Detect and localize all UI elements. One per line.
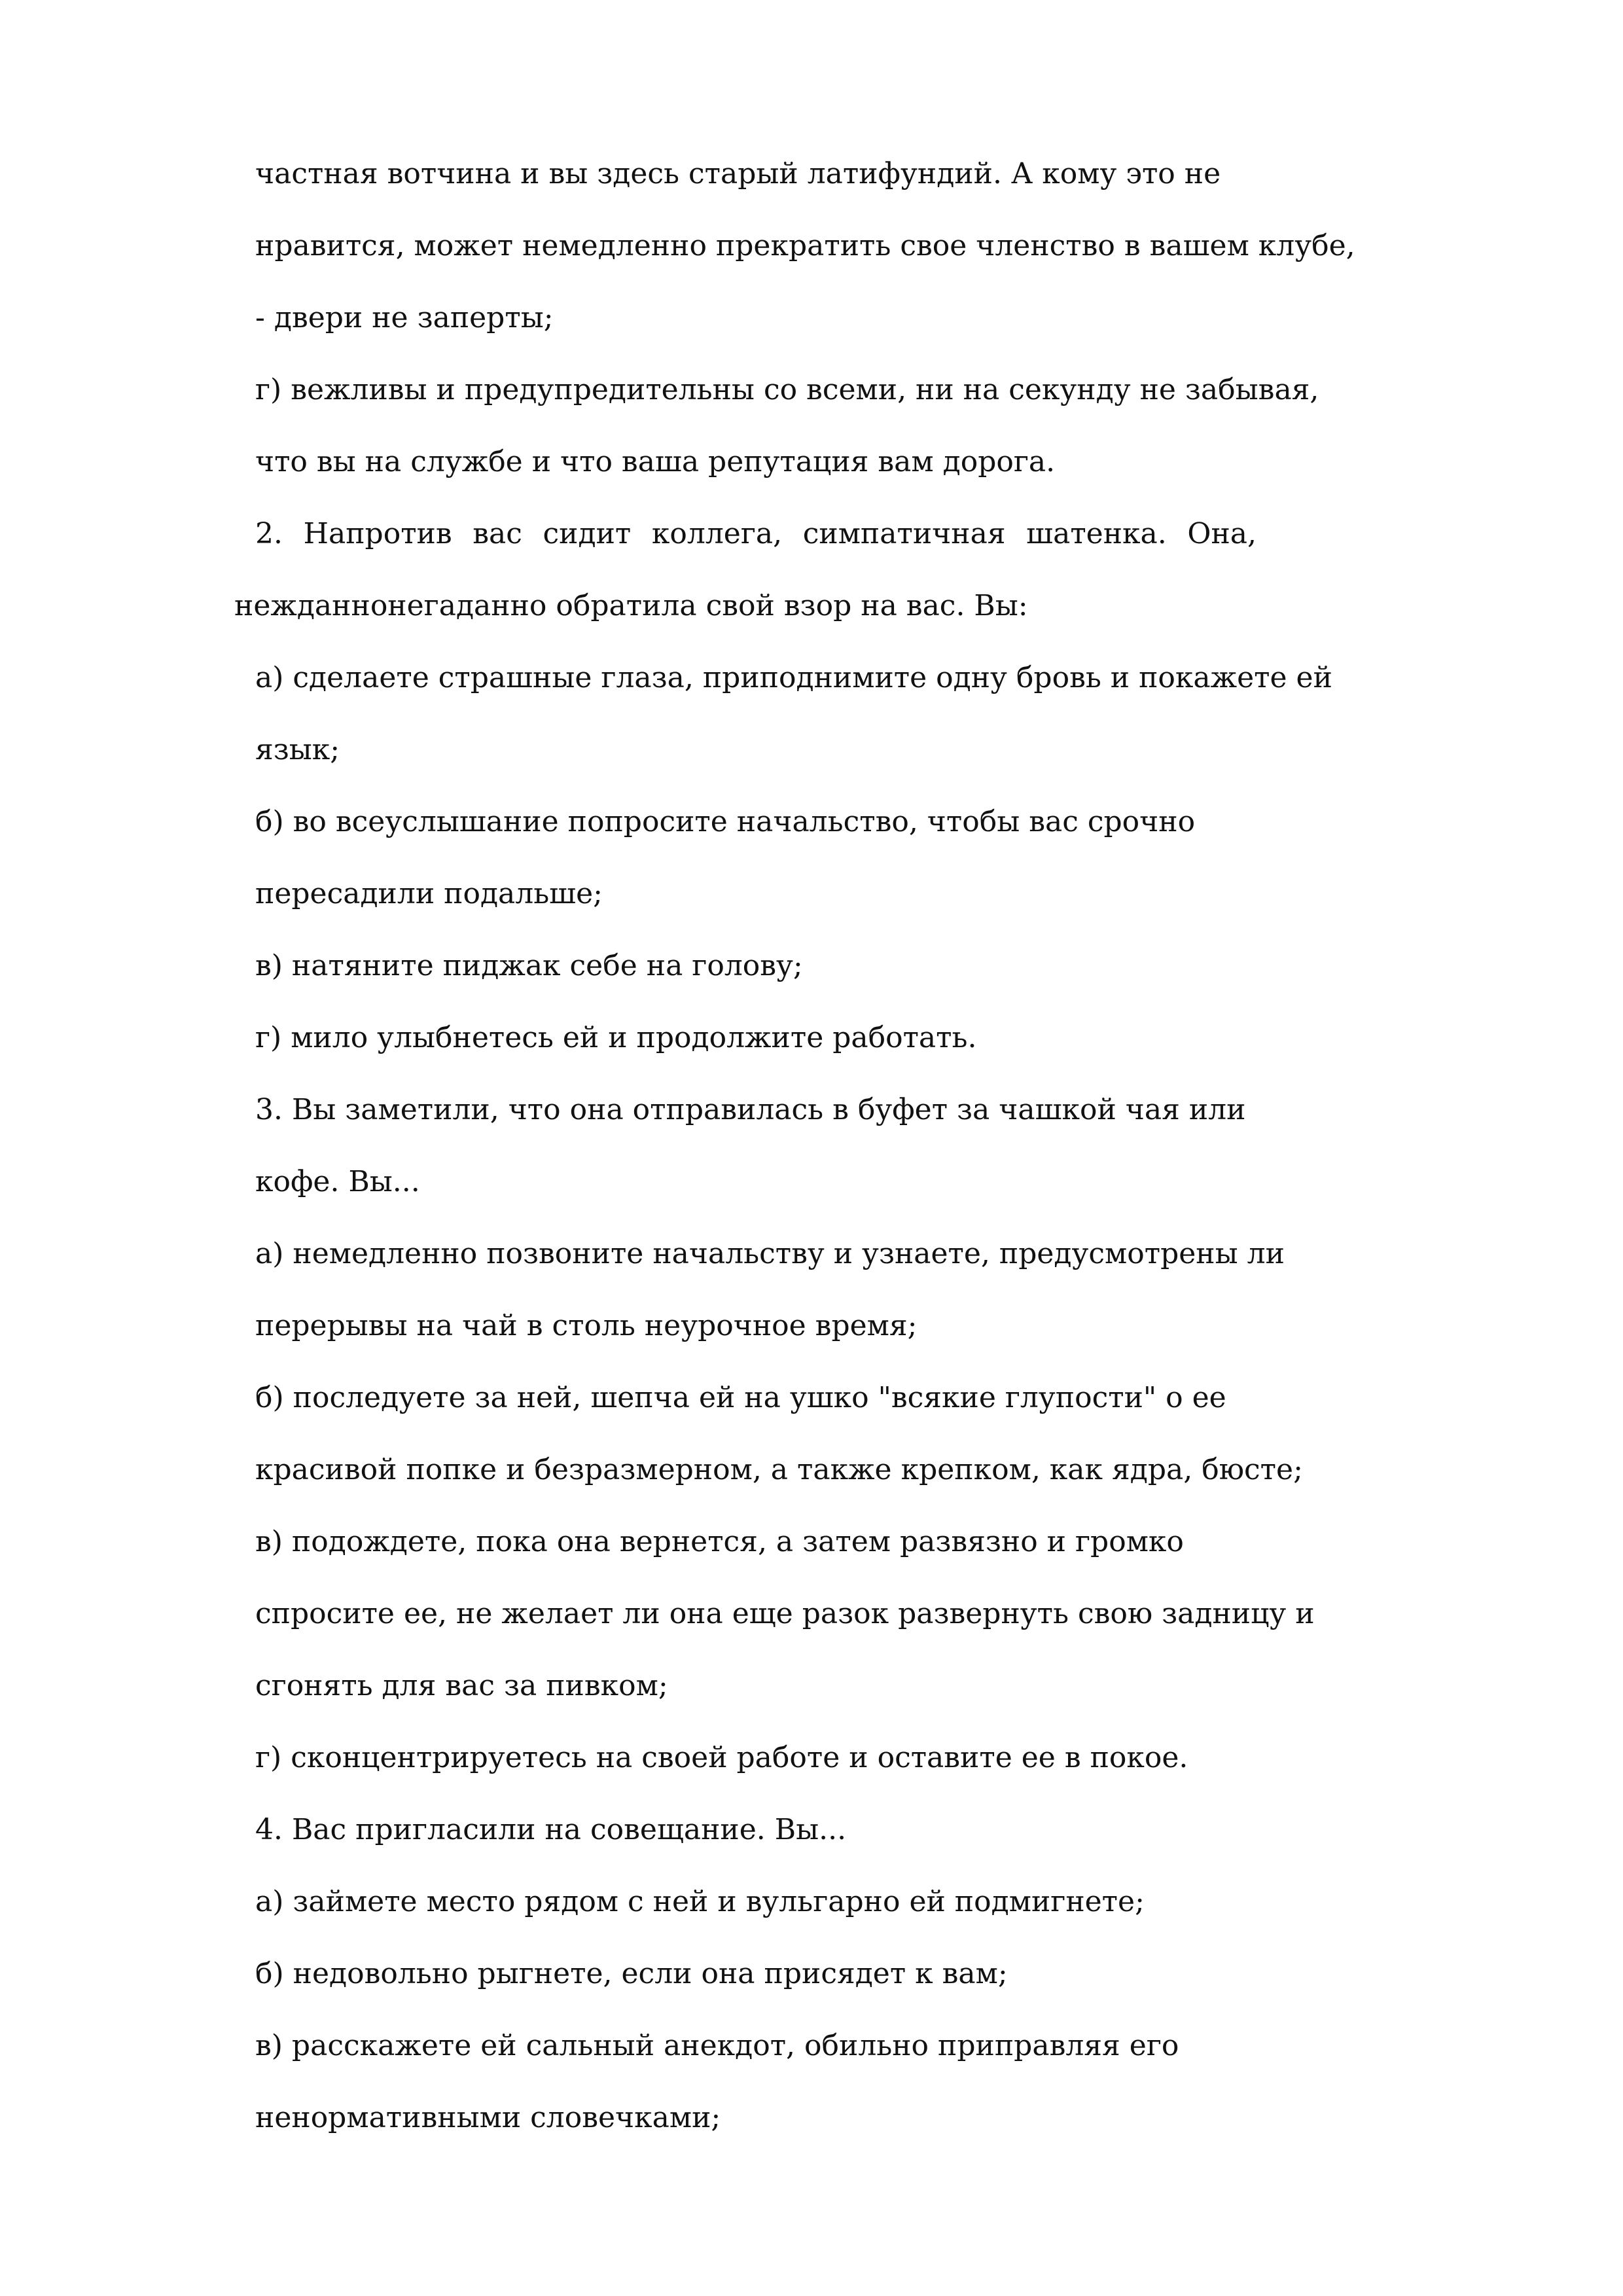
text-line: - двери не заперты; xyxy=(255,301,554,334)
text-line: красивой попке и безразмерном, а также крепком, как ядра, бюсте; xyxy=(255,1453,1303,1486)
answer-option: а) займете место рядом с ней и вульгарно ей подмигнете; xyxy=(255,1885,1145,1918)
answer-option: а) немедленно позвоните начальству и узнаете, предусмотрены ли xyxy=(255,1237,1285,1270)
text-line: пересадили подальше; xyxy=(255,877,603,910)
text-line: что вы на службе и что ваша репутация вам дорога. xyxy=(255,445,1056,478)
text-line: кофе. Вы... xyxy=(255,1165,420,1198)
answer-option: б) последуете за ней, шепча ей на ушко "всякие глупости" о ее xyxy=(255,1381,1226,1414)
answer-option: в) подождете, пока она вернется, а затем развязно и громко xyxy=(255,1525,1184,1558)
answer-option: г) сконцентрируетесь на своей работе и оставите ее в покое. xyxy=(255,1741,1188,1774)
text-line: частная вотчина и вы здесь старый латифундий. А кому это не xyxy=(255,157,1221,190)
answer-option: а) сделаете страшные глаза, приподнимите одну бровь и покажете ей xyxy=(255,661,1332,694)
text-line: сгонять для вас за пивком; xyxy=(255,1669,668,1702)
question-heading: 3. Вы заметили, что она отправилась в буфет за чашкой чая или xyxy=(255,1093,1246,1126)
answer-option: б) во всеуслышание попросите начальство, чтобы вас срочно xyxy=(255,805,1196,838)
text-line: перерывы на чай в столь неурочное время; xyxy=(255,1309,918,1342)
answer-option: г) мило улыбнетесь ей и продолжите работать. xyxy=(255,1021,977,1054)
text-line: язык; xyxy=(255,733,340,766)
question-heading: 4. Вас пригласили на совещание. Вы... xyxy=(255,1813,847,1846)
answer-option: в) расскажете ей сальный анекдот, обильно приправляя его xyxy=(255,2029,1179,2062)
answer-option: в) натяните пиджак себе на голову; xyxy=(255,949,803,982)
question-heading: 2. Напротив вас сидит коллега, симпатичная шатенка. Она, xyxy=(255,517,1257,550)
text-line: ненормативными словечками; xyxy=(255,2101,721,2134)
text-line: нежданнонегаданно обратила свой взор на вас. Вы: xyxy=(234,589,1028,622)
answer-option: б) недовольно рыгнете, если она присядет к вам; xyxy=(255,1957,1008,1990)
text-line: спросите ее, не желает ли она еще разок развернуть свою задницу и xyxy=(255,1597,1315,1630)
text-line: г) вежливы и предупредительны со всеми, ни на секунду не забывая, xyxy=(255,373,1319,406)
text-line: нравится, может немедленно прекратить свое членство в вашем клубе, xyxy=(255,229,1355,262)
